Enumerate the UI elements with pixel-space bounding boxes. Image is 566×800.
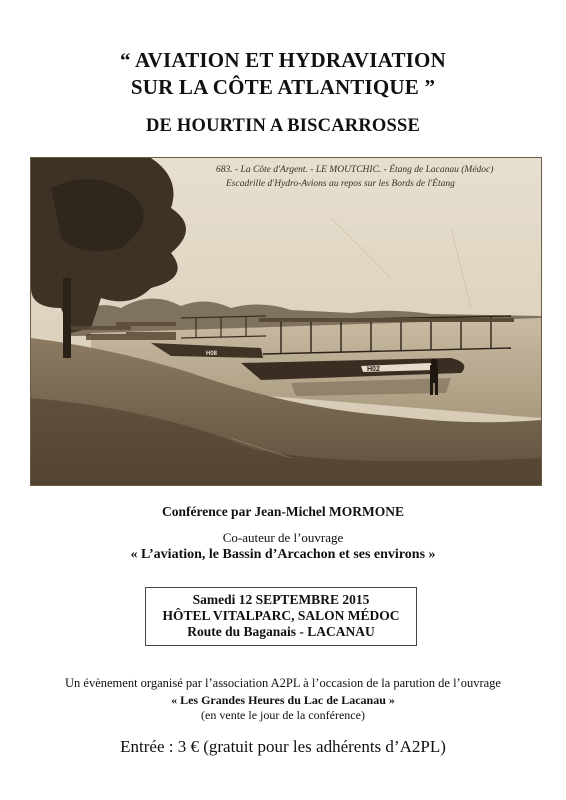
postcard-caption-line-2: Escadrille d'Hydro-Avions au repos sur les Bords de l'Étang: [226, 179, 455, 189]
event-address: Route du Baganais - LACANAU: [187, 624, 375, 639]
postcard-illustration: [31, 158, 541, 485]
book-title: « L’aviation, le Bassin d’Arcachon et ses environs »: [130, 547, 436, 562]
title-line-1: “ AVIATION ET HYDRAVIATION: [120, 48, 446, 72]
sale-note: (en vente le jour de la conférence): [201, 708, 365, 722]
event-details-box: [145, 587, 417, 646]
plane-marking-h02: H02: [367, 366, 380, 373]
subtitle: DE HOURTIN A BISCARROSSE: [145, 116, 421, 136]
entry-price: Entrée : 3 € (gratuit pour les adhérents d’A2PL): [120, 737, 446, 756]
title-line-2: SUR LA CÔTE ATLANTIQUE ”: [130, 75, 436, 99]
plane-marking-h08: H08: [206, 351, 218, 357]
event-venue: HÔTEL VITALPARC, SALON MÉDOC: [162, 608, 400, 623]
seaplane-postcard-photo: [30, 157, 542, 486]
coauthor-line: Co-auteur de l’ouvrage: [222, 530, 344, 545]
postcard-caption-line-1: 683. - La Côte d'Argent. - LE MOUTCHIC. - Étang de Lacanau (Médoc): [216, 165, 494, 175]
new-book-title: « Les Grandes Heures du Lac de Lacanau »: [171, 693, 395, 707]
conference-speaker: Conférence par Jean-Michel MORMONE: [161, 504, 405, 519]
event-date: Samedi 12 SEPTEMBRE 2015: [192, 592, 370, 607]
organizer-line: Un évènement organisé par l’association A2PL à l’occasion de la parution de l’ouvrage: [65, 676, 501, 690]
